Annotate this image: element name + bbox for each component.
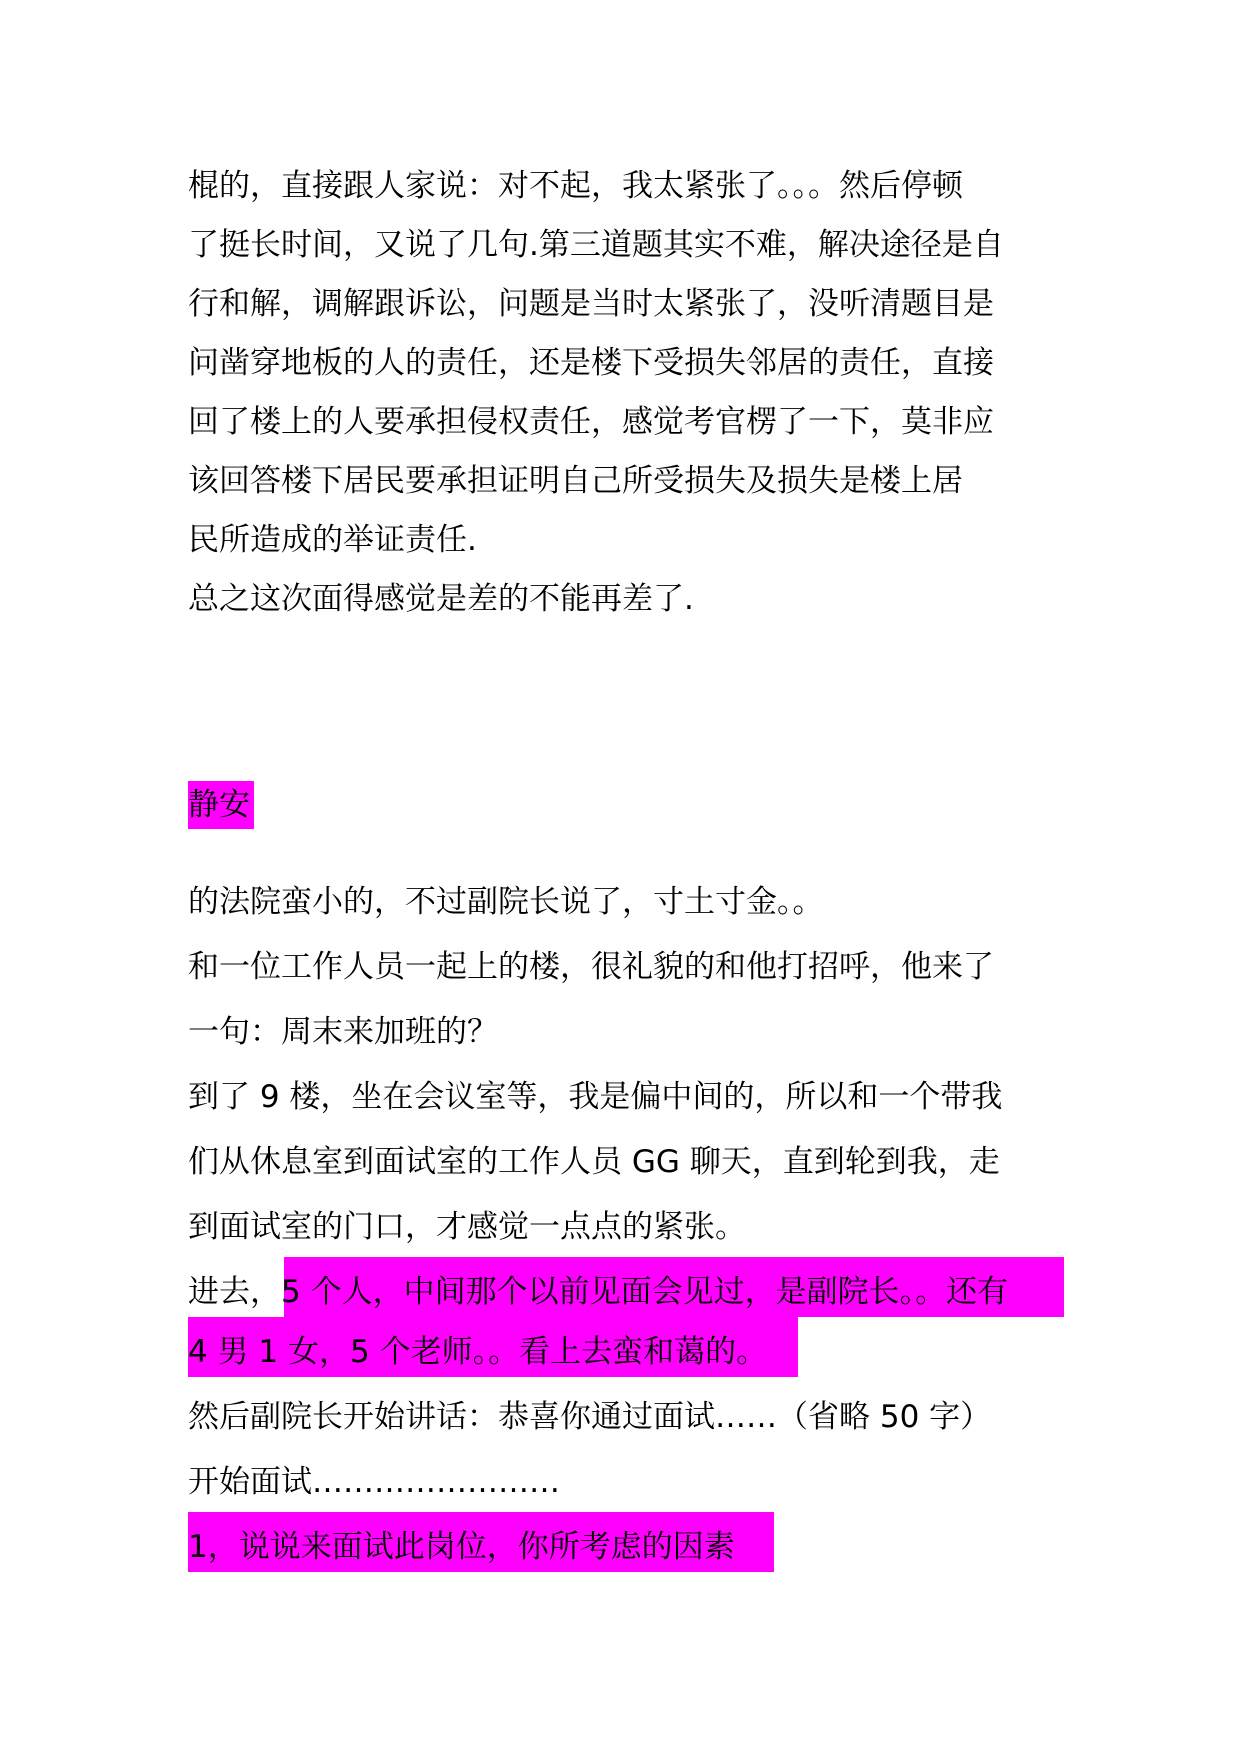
section-line: 的法院蛮小的，不过副院长说了，寸土寸金。。 <box>188 884 824 920</box>
paragraph-line: 该回答楼下居民要承担证明自己所受损失及损失是楼上居 <box>188 463 963 499</box>
enter-prefix: 进去， <box>188 1274 281 1310</box>
section-line: 们从休息室到面试室的工作人员 GG 聊天，直到轮到我，走 <box>188 1144 1000 1180</box>
enter-line <box>188 1268 1008 1316</box>
section-line: 到面试室的门口，才感觉一点点的紧张。 <box>188 1209 746 1245</box>
enter-highlight-1: 5 个人，中间那个以前见面会见过，是副院长。。还有 <box>281 1274 1009 1310</box>
paragraph-line: 了挺长时间，又说了几句.第三道题其实不难，解决途径是自 <box>188 227 1004 263</box>
question-1: 1，说说来面试此岗位，你所考虑的因素 <box>188 1529 735 1565</box>
section-line: 到了 9 楼，坐在会议室等，我是偏中间的，所以和一个带我 <box>188 1079 1003 1115</box>
paragraph-line: 行和解，调解跟诉讼，问题是当时太紧张了，没听清题目是 <box>188 286 994 322</box>
paragraph-line: 问凿穿地板的人的责任，还是楼下受损失邻居的责任，直接 <box>188 345 994 381</box>
section-line: 和一位工作人员一起上的楼，很礼貌的和他打招呼，他来了 <box>188 949 994 985</box>
enter-highlight-2: 4 男 1 女，5 个老师。。看上去蛮和蔼的。 <box>188 1334 768 1370</box>
paragraph-line: 棍的，直接跟人家说：对不起，我太紧张了。。。然后停顿 <box>188 168 963 204</box>
speech-line: 然后副院长开始讲话：恭喜你通过面试……（省略 50 字） <box>188 1399 992 1435</box>
section-line: 一句：周末来加班的？ <box>188 1014 498 1050</box>
start-line: 开始面试…………………… <box>188 1464 560 1500</box>
summary-line: 总之这次面得感觉是差的不能再差了. <box>188 581 694 617</box>
section-heading: 静安 <box>188 787 250 823</box>
paragraph-line: 民所造成的举证责任. <box>188 522 477 558</box>
paragraph-line: 回了楼上的人要承担侵权责任，感觉考官楞了一下，莫非应 <box>188 404 994 440</box>
